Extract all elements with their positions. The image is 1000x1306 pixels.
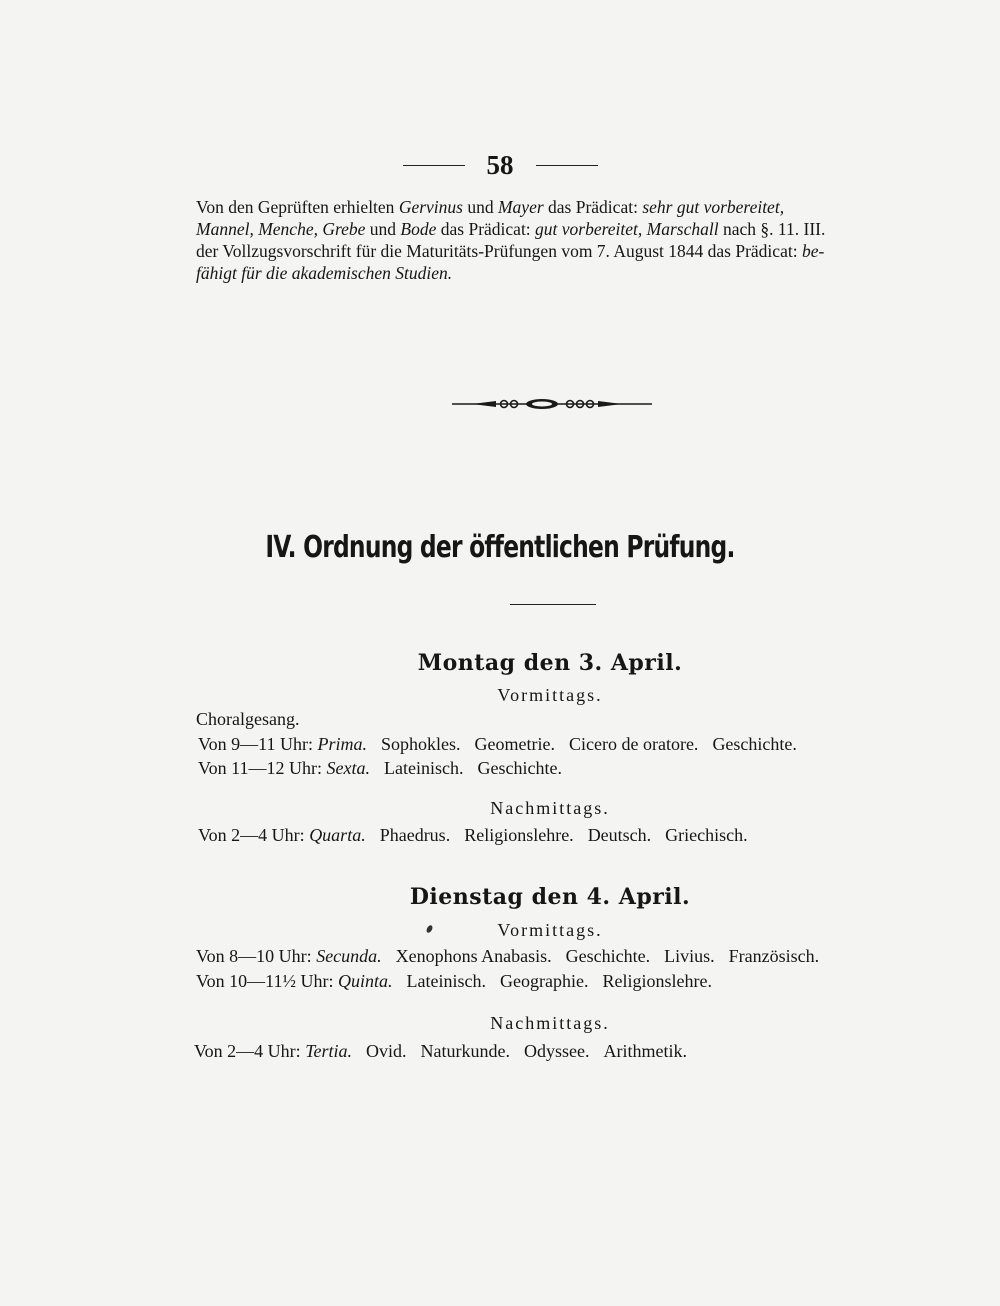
para-line-3: der Vollzugsvorschrift für die Maturitäts-Prüfungen vom 7. August 1844 das Prädicat: be- bbox=[196, 241, 825, 261]
para-line-2: Mannel, Menche, Grebe und Bode das Prädicat: gut vorbereitet, Marschall nach §. 11. III. bbox=[196, 219, 826, 239]
intro-paragraph bbox=[196, 196, 908, 284]
session-label-tuesday-afternoon: Nachmittags. bbox=[490, 1013, 610, 1033]
heading-rule bbox=[510, 604, 596, 605]
left-dash bbox=[403, 165, 465, 166]
para-line-1: Von den Geprüften erhielten Gervinus und Mayer das Prädicat: sehr gut vorbereitet, bbox=[196, 197, 785, 217]
right-dash bbox=[536, 165, 598, 166]
opening-chorale: Choralgesang. bbox=[196, 709, 300, 729]
day-title-tuesday: Dienstag den 4. April. bbox=[409, 884, 691, 910]
schedule-entry: Von 8—10 Uhr: Secunda. Xenophons Anabasis. Geschichte. Livius. Französisch. bbox=[196, 946, 820, 966]
schedule-entry: Von 2—4 Uhr: Quarta. Phaedrus. Religionslehre. Deutsch. Griechisch. bbox=[198, 825, 748, 845]
page-number: 58 bbox=[486, 150, 514, 180]
para-line-4: fähigt für die akademischen Studien. bbox=[196, 263, 453, 283]
schedule-entry: Von 2—4 Uhr: Tertia. Ovid. Naturkunde. Odyssee. Arithmetik. bbox=[194, 1041, 688, 1061]
day-title-monday: Montag den 3. April. bbox=[417, 650, 683, 676]
ornament-divider-icon bbox=[452, 396, 652, 412]
schedule-entry: Von 10—11½ Uhr: Quinta. Lateinisch. Geographie. Religionslehre. bbox=[196, 971, 712, 991]
schedule-entry: Von 11—12 Uhr: Sexta. Lateinisch. Geschichte. bbox=[198, 758, 562, 778]
session-label-monday-morning: Vormittags. bbox=[497, 685, 603, 705]
section-heading: IV. Ordnung der öffentlichen Prüfung. bbox=[265, 530, 735, 565]
schedule-entry: Von 9—11 Uhr: Prima. Sophokles. Geometrie. Cicero de oratore. Geschichte. bbox=[198, 734, 797, 754]
session-label-monday-afternoon: Nachmittags. bbox=[490, 798, 610, 818]
page-number-row bbox=[0, 150, 1000, 181]
session-label-tuesday-morning: Vormittags. bbox=[497, 920, 603, 940]
